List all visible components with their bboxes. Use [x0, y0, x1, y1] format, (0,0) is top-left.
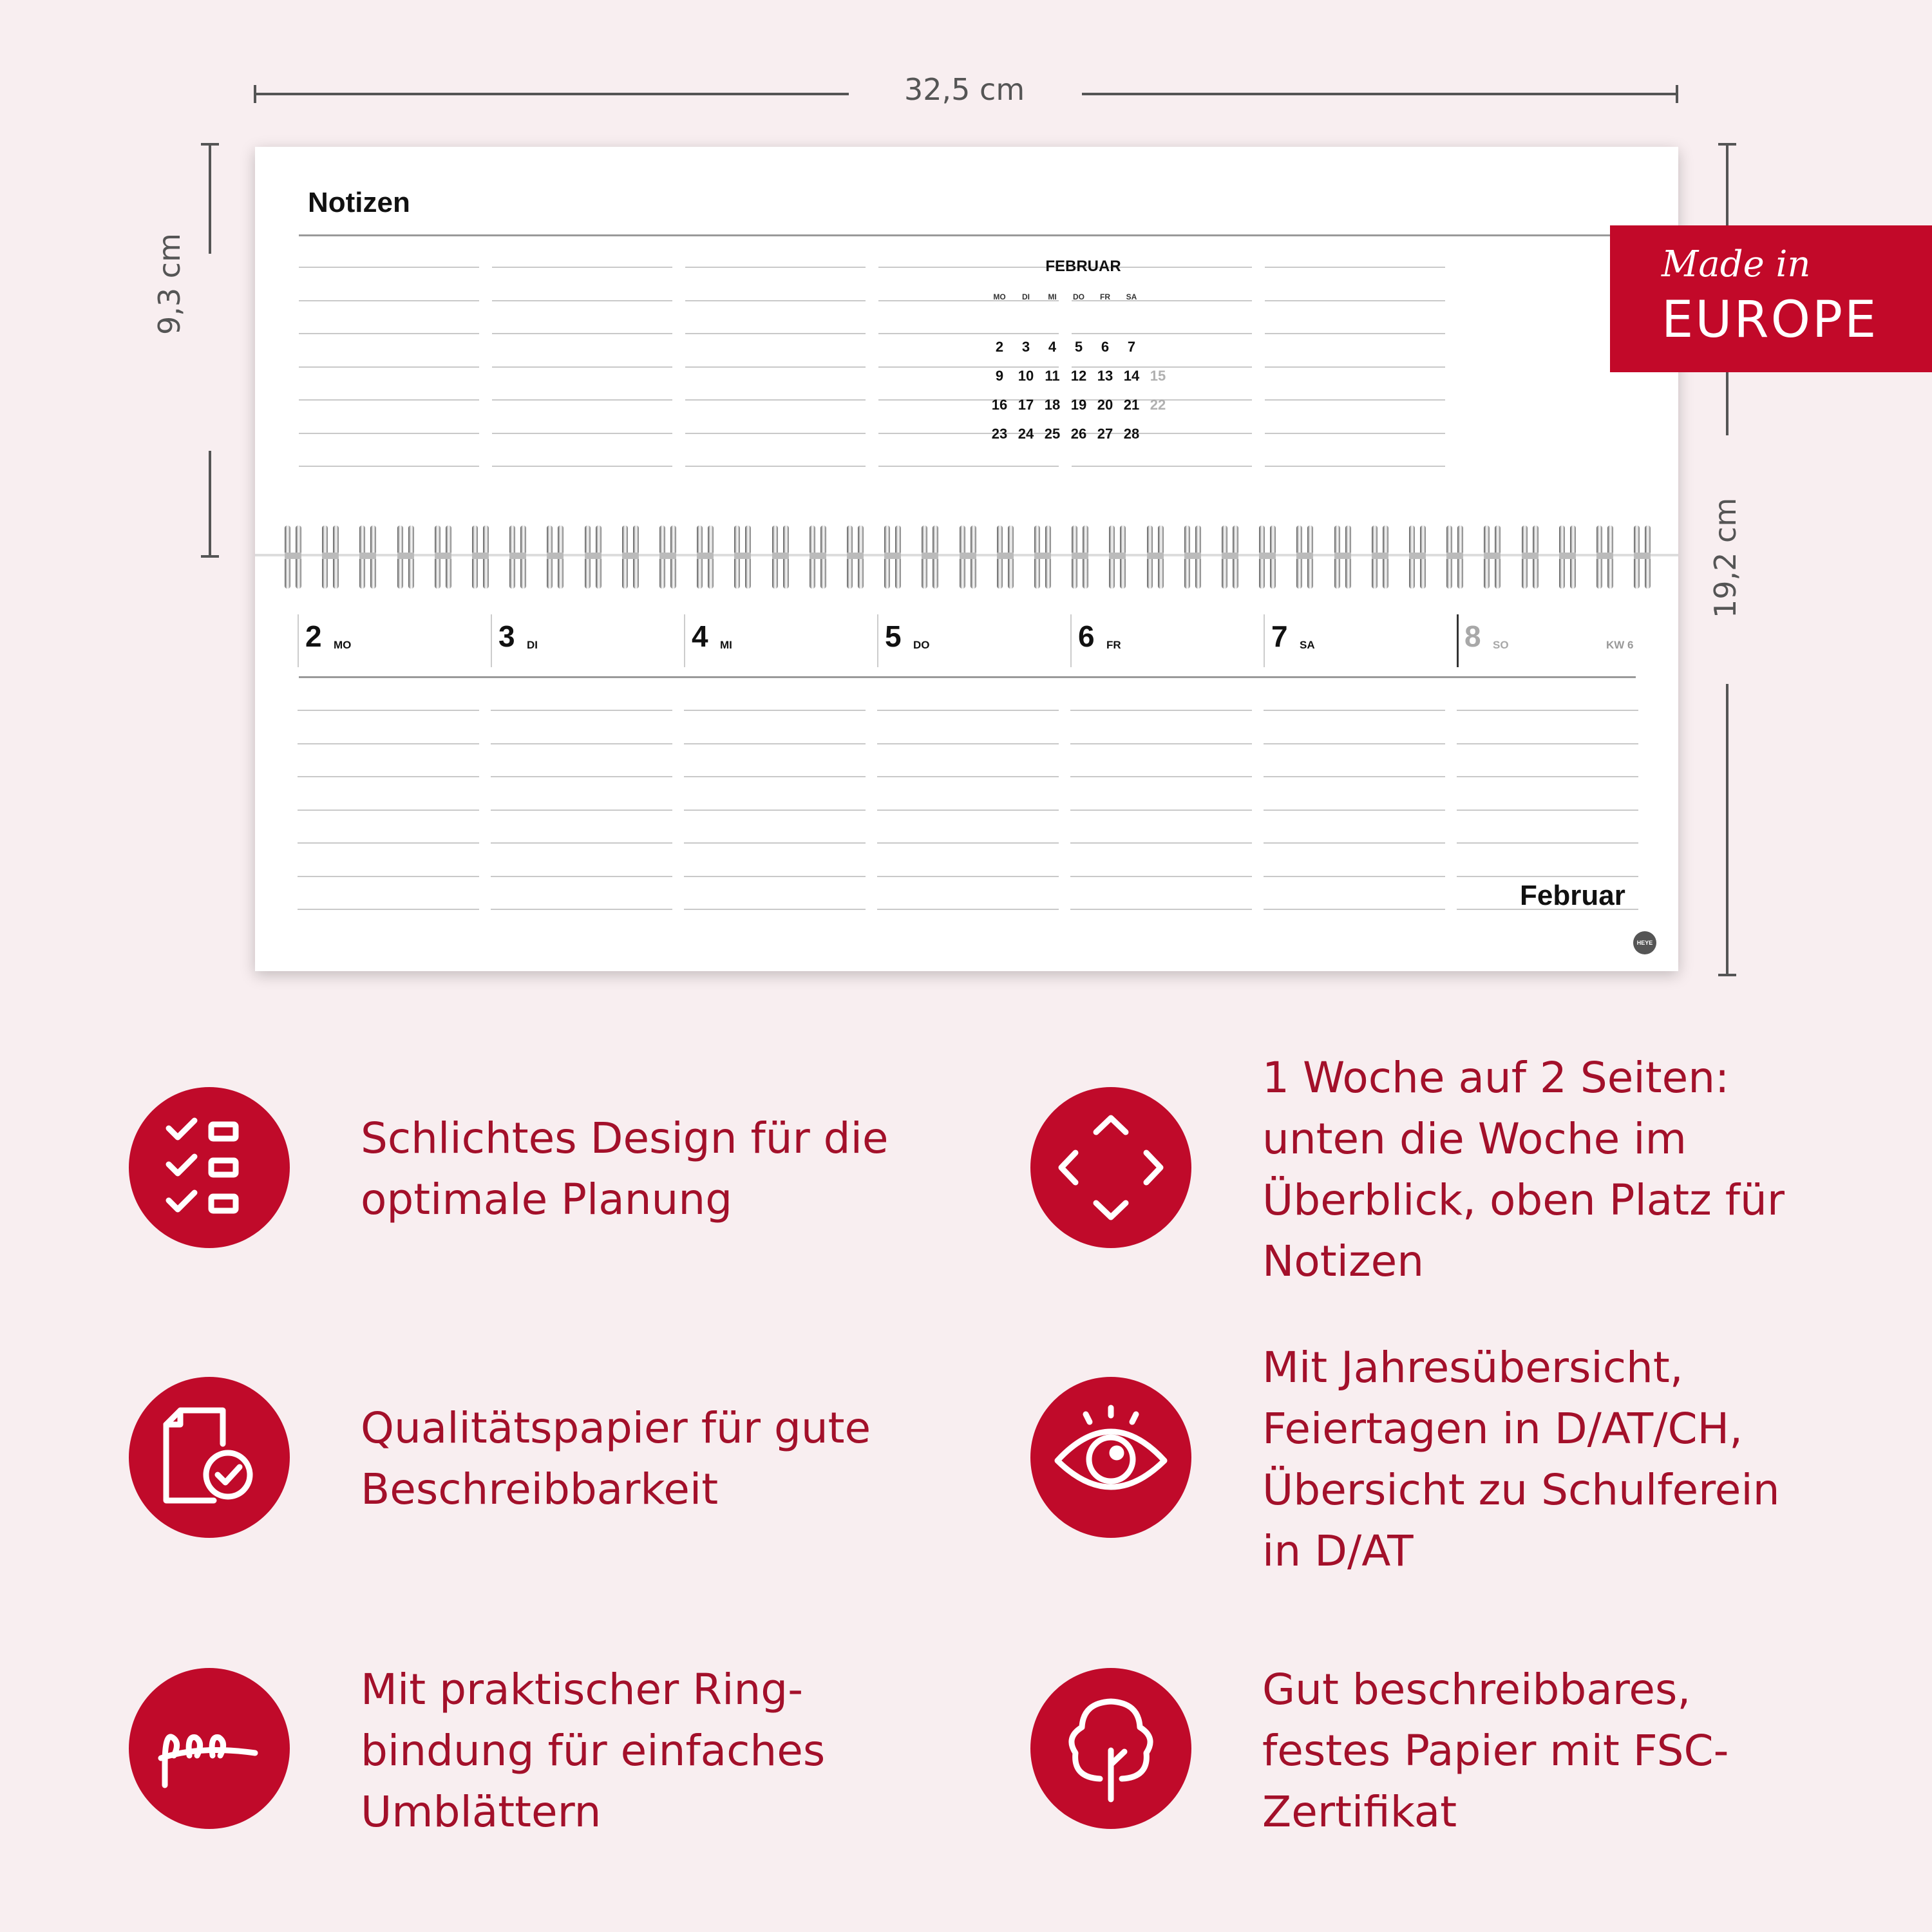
ring-wire — [509, 553, 526, 559]
mini-calendar-day: 17 — [1018, 397, 1034, 413]
dimension-tick — [1718, 974, 1736, 976]
dimension-line — [209, 451, 211, 556]
dimension-line — [1726, 684, 1728, 975]
mini-calendar-day: 27 — [1097, 426, 1113, 442]
top-height-label: 9,3 cm — [152, 233, 187, 335]
day-header — [877, 619, 1064, 667]
day-number: 6 — [1078, 620, 1095, 653]
mini-calendar-day: 11 — [1045, 368, 1060, 384]
writing-line — [491, 776, 672, 777]
ring-wire — [922, 553, 938, 559]
feature-line: Qualitätspapier für gute — [361, 1403, 871, 1453]
ring-wire — [435, 553, 451, 559]
ring-wire — [734, 553, 751, 559]
feature-line: Übersicht zu Schulferein — [1262, 1465, 1780, 1515]
day-header — [491, 619, 677, 667]
binding-ring — [1034, 526, 1051, 589]
mini-calendar-weekday: FR — [1100, 292, 1110, 301]
day-weekday: SO — [1493, 639, 1509, 651]
ring-wire — [1147, 553, 1164, 559]
writing-line — [1265, 466, 1445, 467]
feature-line: Mit Jahresübersicht, — [1262, 1343, 1683, 1392]
binding-ring — [1222, 526, 1238, 589]
binding-ring — [397, 526, 414, 589]
binding-ring — [585, 526, 601, 589]
ring-wire — [1446, 553, 1463, 559]
ring-wire — [884, 553, 901, 559]
writing-line — [298, 776, 479, 777]
day-number: 8 — [1464, 620, 1481, 653]
writing-line — [299, 399, 479, 401]
binding-ring — [960, 526, 976, 589]
ring-wire — [1559, 553, 1576, 559]
ring-wire — [1372, 553, 1388, 559]
writing-line — [1264, 710, 1445, 711]
feature-line: bindung für einfaches — [361, 1726, 826, 1776]
binding-ring — [1334, 526, 1351, 589]
writing-line — [1264, 810, 1445, 811]
binding-ring — [285, 526, 301, 589]
expand-arrows-icon — [1030, 1087, 1191, 1248]
writing-line — [1457, 776, 1638, 777]
binding-ring — [322, 526, 339, 589]
writing-line — [684, 842, 866, 844]
ring-wire — [322, 553, 339, 559]
writing-line — [298, 743, 479, 744]
ring-wire — [397, 553, 414, 559]
writing-line — [1265, 366, 1445, 368]
writing-line — [685, 267, 866, 268]
ring-wire — [585, 553, 601, 559]
mini-calendar-weekday: DO — [1073, 292, 1084, 301]
mini-calendar-weekday: MI — [1048, 292, 1057, 301]
writing-line — [1265, 300, 1445, 301]
writing-line — [1265, 333, 1445, 334]
dimension-line — [1082, 93, 1677, 95]
writing-line — [492, 466, 672, 467]
writing-line — [492, 433, 672, 434]
writing-line — [298, 710, 479, 711]
feature-line: 1 Woche auf 2 Seiten: — [1262, 1053, 1730, 1103]
ring-wire — [847, 553, 864, 559]
mini-calendar-day: 18 — [1044, 397, 1061, 413]
notes-divider — [299, 234, 1636, 236]
ring-wire — [1409, 553, 1426, 559]
writing-line — [1070, 776, 1252, 777]
binding-ring — [1184, 526, 1201, 589]
mini-calendar-day: 5 — [1074, 339, 1083, 355]
writing-line — [684, 909, 866, 910]
writing-line — [492, 399, 672, 401]
mini-calendar-day: 9 — [995, 368, 1004, 384]
writing-line — [298, 876, 479, 877]
feature-line: in D/AT — [1262, 1526, 1414, 1576]
binding-ring — [1446, 526, 1463, 589]
ring-wire — [472, 553, 489, 559]
mini-calendar-day: 21 — [1123, 397, 1140, 413]
mini-calendar-day: 12 — [1070, 368, 1087, 384]
width-label: 32,5 cm — [904, 72, 1025, 107]
writing-line — [491, 909, 672, 910]
mini-calendar-day: 6 — [1101, 339, 1110, 355]
mini-calendar-day: 28 — [1123, 426, 1140, 442]
binding-ring — [435, 526, 451, 589]
ring-wire — [697, 553, 714, 559]
binding-ring — [1259, 526, 1276, 589]
day-weekday: DI — [527, 639, 538, 651]
made-in-europe-badge — [1610, 225, 1932, 372]
day-header — [1070, 619, 1257, 667]
ring-wire — [960, 553, 976, 559]
writing-line — [298, 842, 479, 844]
writing-line — [299, 433, 479, 434]
writing-line — [299, 333, 479, 334]
day-header — [1264, 619, 1450, 667]
binding-ring — [1559, 526, 1576, 589]
planner-page — [255, 147, 1678, 971]
writing-line — [491, 710, 672, 711]
day-number: 4 — [692, 620, 708, 653]
mini-calendar-day: 19 — [1070, 397, 1087, 413]
ring-wire — [1334, 553, 1351, 559]
day-weekday: MI — [720, 639, 732, 651]
dimension-tick — [254, 85, 256, 103]
mini-calendar-day: 10 — [1018, 368, 1034, 384]
mini-calendar-day: 7 — [1127, 339, 1136, 355]
day-number: 2 — [305, 620, 322, 653]
week-number: KW 6 — [1606, 639, 1634, 651]
writing-line — [1457, 876, 1638, 877]
feature-line: Zertifikat — [1262, 1787, 1457, 1837]
ring-wire — [1522, 553, 1539, 559]
writing-line — [492, 366, 672, 368]
badge-title: EUROPE — [1662, 291, 1879, 349]
ring-wire — [1034, 553, 1051, 559]
binding-ring — [1372, 526, 1388, 589]
feature-line: Mit praktischer Ring- — [361, 1665, 804, 1714]
day-weekday: FR — [1106, 639, 1121, 651]
writing-line — [491, 876, 672, 877]
feature-text — [1262, 1337, 1780, 1582]
mini-calendar-day: 15 — [1150, 368, 1166, 384]
mini-calendar-day: 4 — [1048, 339, 1057, 355]
binding-ring — [509, 526, 526, 589]
binding-ring — [1484, 526, 1501, 589]
writing-line — [878, 333, 1059, 334]
feature-text — [361, 1659, 825, 1842]
writing-line — [877, 710, 1059, 711]
writing-line — [1264, 876, 1445, 877]
writing-line — [1070, 909, 1252, 910]
mini-calendar-day: 2 — [995, 339, 1004, 355]
mini-calendar-weekday: MO — [993, 292, 1006, 301]
writing-line — [685, 366, 866, 368]
binding-ring — [1634, 526, 1651, 589]
feature-line: Schlichtes Design für die — [361, 1113, 889, 1163]
writing-line — [1070, 710, 1252, 711]
ring-wire — [1596, 553, 1613, 559]
binding-ring — [1296, 526, 1313, 589]
mini-calendar-day: 26 — [1070, 426, 1087, 442]
writing-line — [1457, 842, 1638, 844]
mini-calendar-day: 25 — [1044, 426, 1061, 442]
mini-calendar-day: 3 — [1021, 339, 1030, 355]
writing-line — [1072, 333, 1252, 334]
dimension-tick — [201, 555, 219, 558]
ring-wire — [1109, 553, 1126, 559]
binding-ring — [1596, 526, 1613, 589]
writing-line — [877, 810, 1059, 811]
feature-text — [1262, 1047, 1785, 1292]
binding-ring — [1072, 526, 1088, 589]
day-number: 7 — [1271, 620, 1288, 653]
writing-line — [299, 466, 479, 467]
writing-line — [685, 433, 866, 434]
total-height-label: 19,2 cm — [1708, 497, 1743, 618]
dimension-line — [209, 143, 211, 254]
ring-wire — [1484, 553, 1501, 559]
ring-wire — [359, 553, 376, 559]
binding-ring — [997, 526, 1014, 589]
days-divider — [299, 676, 1636, 678]
mini-calendar-title: FEBRUAR — [1045, 258, 1121, 275]
eye-icon — [1030, 1377, 1191, 1538]
ring-wire — [1222, 553, 1238, 559]
badge-script: Made in — [1662, 243, 1811, 285]
mini-calendar-day: 20 — [1097, 397, 1113, 413]
binding-ring — [884, 526, 901, 589]
binding-ring — [922, 526, 938, 589]
binding-ring — [734, 526, 751, 589]
binding-ring — [472, 526, 489, 589]
writing-line — [685, 333, 866, 334]
mini-calendar-day: 24 — [1018, 426, 1034, 442]
writing-line — [1072, 466, 1252, 467]
day-number: 3 — [498, 620, 515, 653]
paper-check-icon — [129, 1377, 290, 1538]
day-weekday: SA — [1300, 639, 1315, 651]
writing-line — [1070, 810, 1252, 811]
writing-line — [877, 743, 1059, 744]
ring-wire — [659, 553, 676, 559]
day-weekday: DO — [913, 639, 930, 651]
day-number: 5 — [885, 620, 902, 653]
feature-text — [361, 1397, 871, 1520]
binding-ring — [1522, 526, 1539, 589]
mini-calendar-day: 16 — [991, 397, 1008, 413]
writing-line — [492, 300, 672, 301]
ring-wire — [772, 553, 789, 559]
writing-line — [684, 710, 866, 711]
writing-line — [1457, 743, 1638, 744]
writing-line — [685, 300, 866, 301]
writing-line — [1070, 876, 1252, 877]
ring-wire — [1072, 553, 1088, 559]
mini-calendar-day: 14 — [1123, 368, 1140, 384]
feature-line: Gut beschreibbares, — [1262, 1665, 1691, 1714]
mini-calendar-weekday: DI — [1022, 292, 1030, 301]
feature-line: optimale Planung — [361, 1175, 733, 1224]
binding-ring — [697, 526, 714, 589]
notes-title: Notizen — [308, 187, 410, 218]
writing-line — [491, 743, 672, 744]
feature-line: Feiertagen in D/AT/CH, — [1262, 1404, 1743, 1454]
tree-icon — [1030, 1668, 1191, 1829]
writing-line — [684, 876, 866, 877]
binding-ring — [810, 526, 826, 589]
writing-line — [1070, 842, 1252, 844]
writing-line — [298, 810, 479, 811]
writing-line — [877, 842, 1059, 844]
writing-line — [1265, 267, 1445, 268]
writing-line — [299, 267, 479, 268]
mini-calendar-day: 13 — [1097, 368, 1113, 384]
month-label: Februar — [1520, 880, 1625, 911]
ring-wire — [547, 553, 564, 559]
writing-line — [299, 300, 479, 301]
ring-wire — [1184, 553, 1201, 559]
ring-wire — [285, 553, 301, 559]
ring-wire — [1634, 553, 1651, 559]
writing-line — [1070, 743, 1252, 744]
ring-binding-icon — [129, 1668, 290, 1829]
writing-line — [1264, 743, 1445, 744]
binding-ring — [847, 526, 864, 589]
writing-line — [684, 743, 866, 744]
feature-line: unten die Woche im — [1262, 1114, 1687, 1164]
binding-ring — [547, 526, 564, 589]
ring-wire — [622, 553, 639, 559]
dimension-line — [255, 93, 849, 95]
binding-ring — [622, 526, 639, 589]
writing-line — [877, 776, 1059, 777]
brand-logo: HEYE — [1633, 931, 1656, 954]
writing-line — [684, 776, 866, 777]
day-weekday: MO — [334, 639, 352, 651]
writing-line — [685, 399, 866, 401]
mini-calendar-weekday: SA — [1126, 292, 1137, 301]
writing-line — [878, 466, 1059, 467]
writing-line — [1264, 842, 1445, 844]
binding-ring — [659, 526, 676, 589]
binding-ring — [1409, 526, 1426, 589]
writing-line — [685, 466, 866, 467]
day-header — [684, 619, 871, 667]
writing-line — [299, 366, 479, 368]
binding-ring — [1147, 526, 1164, 589]
writing-line — [1264, 776, 1445, 777]
ring-wire — [810, 553, 826, 559]
binding-ring — [772, 526, 789, 589]
feature-line: Überblick, oben Platz für — [1262, 1175, 1785, 1225]
feature-line: Beschreibbarkeit — [361, 1464, 719, 1514]
writing-line — [684, 810, 866, 811]
feature-line: festes Papier mit FSC- — [1262, 1726, 1729, 1776]
feature-text — [1262, 1659, 1728, 1842]
day-header — [298, 619, 484, 667]
feature-line: Umblättern — [361, 1787, 601, 1837]
writing-line — [1457, 810, 1638, 811]
writing-line — [298, 909, 479, 910]
checklist-icon — [129, 1087, 290, 1248]
writing-line — [1457, 710, 1638, 711]
binding-ring — [1109, 526, 1126, 589]
ring-wire — [1259, 553, 1276, 559]
writing-line — [491, 810, 672, 811]
writing-line — [1264, 909, 1445, 910]
mini-calendar-day: 22 — [1150, 397, 1166, 413]
writing-line — [1265, 399, 1445, 401]
writing-line — [492, 333, 672, 334]
ring-wire — [997, 553, 1014, 559]
writing-line — [491, 842, 672, 844]
writing-line — [877, 876, 1059, 877]
mini-calendar-day: 23 — [991, 426, 1008, 442]
feature-line: Notizen — [1262, 1236, 1425, 1286]
ring-wire — [1296, 553, 1313, 559]
writing-line — [1265, 433, 1445, 434]
binding-ring — [359, 526, 376, 589]
feature-text — [361, 1108, 889, 1230]
writing-line — [877, 909, 1059, 910]
writing-line — [492, 267, 672, 268]
dimension-tick — [1676, 85, 1678, 103]
